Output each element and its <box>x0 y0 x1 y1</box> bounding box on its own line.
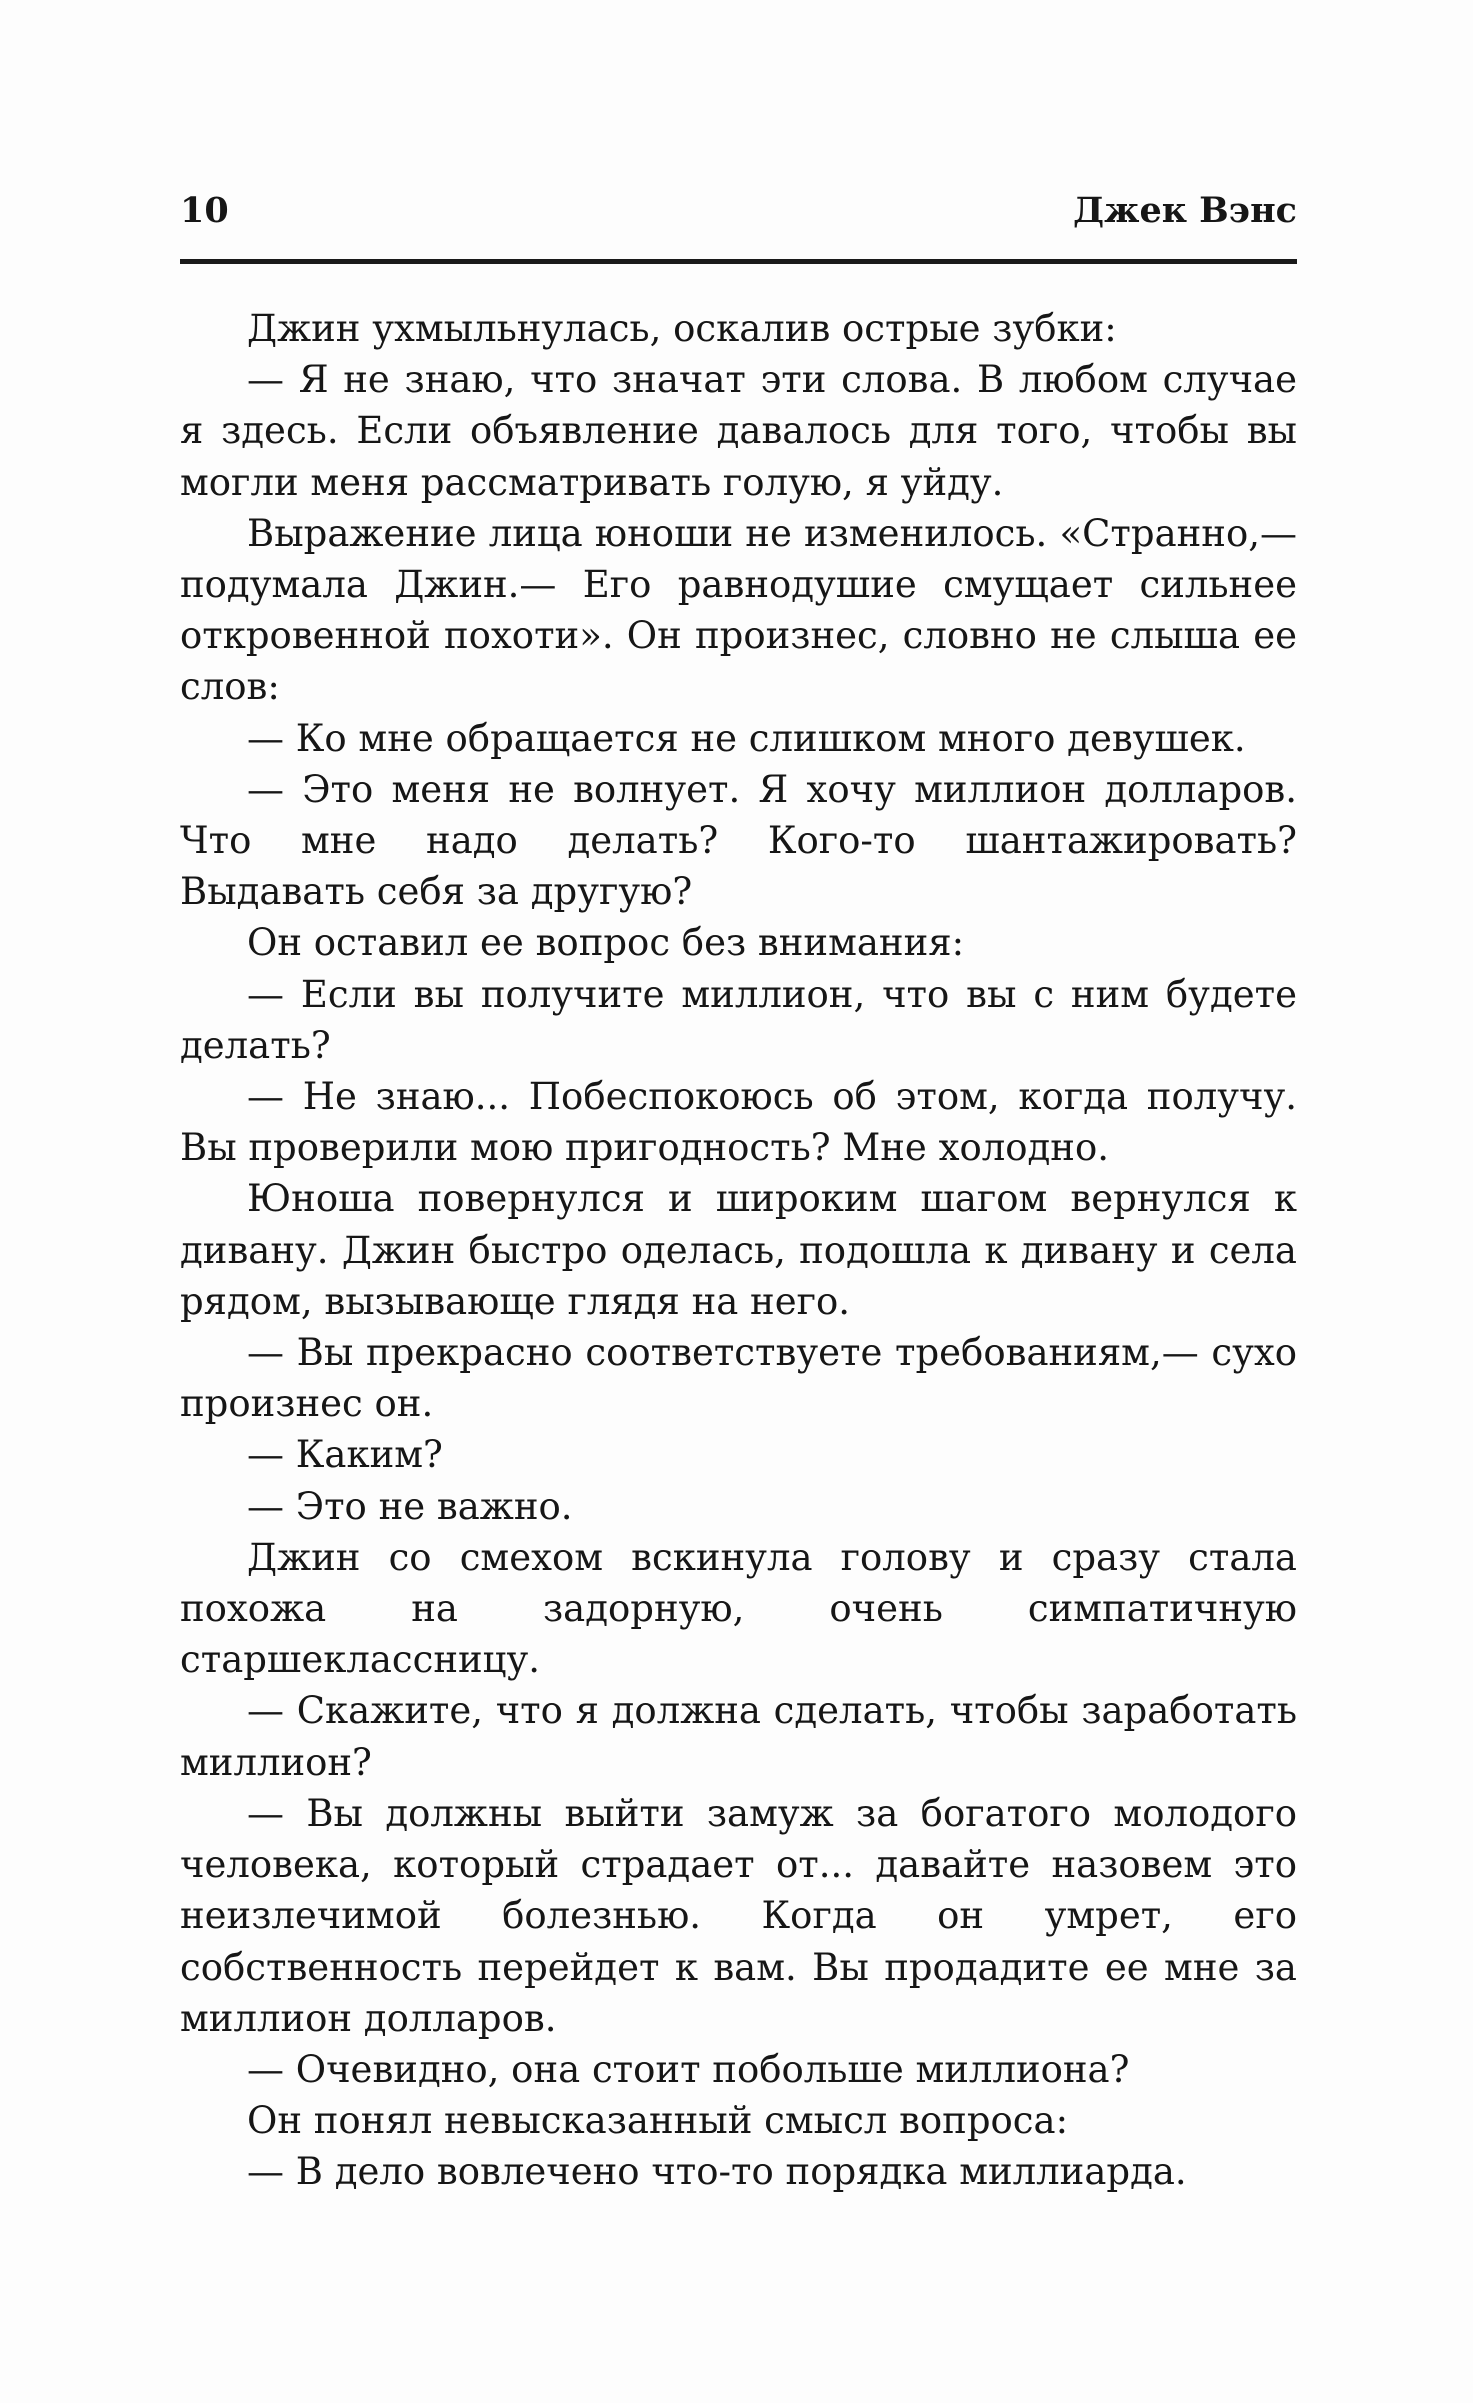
paragraph: Выражение лица юноши не изменилось. «Странно,— подумала Джин.— Его равнодушие смущает сильнее откровенной похоти». Он произнес, словно не слыша ее слов: <box>180 511 1297 709</box>
paragraph: Он понял невысказанный смысл вопроса: <box>247 2099 1069 2143</box>
header-rule <box>180 259 1297 264</box>
paragraph: — Ко мне обращается не слишком много девушек. <box>247 716 1246 760</box>
paragraph: Джин ухмыльнулась, оскалив острые зубки: <box>247 307 1117 350</box>
paragraph: — В дело вовлечено что-то порядка миллиарда. <box>247 2150 1187 2194</box>
page-number: 10 <box>180 190 229 231</box>
paragraph: Джин со смехом вскинула голову и сразу стала похожа на задорную, очень симпатичную старшеклассницу. <box>180 1535 1297 1682</box>
body-text <box>180 303 1297 2198</box>
paragraph: — Если вы получите миллион, что вы с ним будете делать? <box>180 972 1297 1067</box>
paragraph: Юноша повернулся и широким шагом вернулся к дивану. Джин быстро оделась, подошла к дивану и села рядом, вызывающе глядя на него. <box>180 1177 1297 1323</box>
paragraph: — Не знаю... Побеспокоюсь об этом, когда получу. Вы проверили мою пригодность? Мне холодно. <box>180 1075 1297 1170</box>
paragraph: Он оставил ее вопрос без внимания: <box>247 921 965 965</box>
paragraph: — Это меня не волнует. Я хочу миллион долларов. Что мне надо делать? Кого-то шантажировать? Выдавать себя за другую? <box>180 767 1297 914</box>
paragraph: — Скажите, что я должна сделать, чтобы заработать миллион? <box>180 1689 1297 1784</box>
paragraph: — Очевидно, она стоит побольше миллиона? <box>247 2047 1130 2091</box>
running-title: Джек Вэнс <box>1072 190 1297 231</box>
paragraph: — Вы должны выйти замуж за богатого молодого человека, который страдает от... давайте назовем это неизлечимой болезнью. Когда он умрет, его собственность перейдет к вам. Вы продадите ее мне за миллион долларов. <box>180 1791 1297 2040</box>
running-head <box>180 190 1297 250</box>
paragraph: — Вы прекрасно соответствуете требованиям,— сухо произнес он. <box>180 1331 1297 1426</box>
paragraph: — Я не знаю, что значат эти слова. В любом случае я здесь. Если объявление давалось для того, чтобы вы могли меня рассматривать голую, я уйду. <box>180 358 1297 504</box>
paragraph: — Каким? <box>247 1433 443 1477</box>
paragraph: — Это не важно. <box>247 1484 573 1528</box>
